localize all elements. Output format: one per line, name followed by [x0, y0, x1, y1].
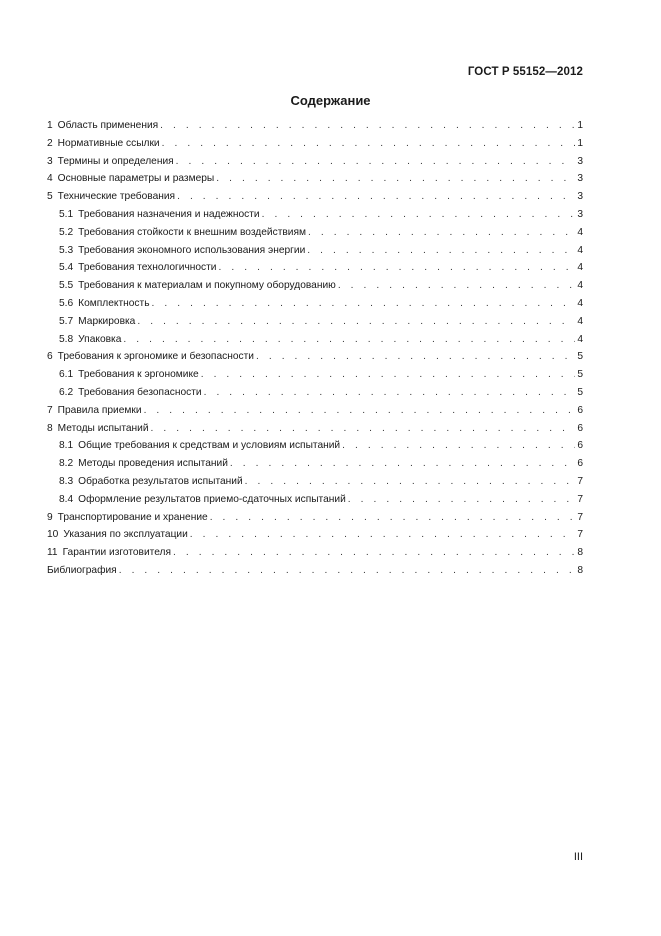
toc-entry-page: 4 — [577, 262, 583, 274]
toc-entry-heading — [59, 369, 199, 380]
toc-entry[interactable] — [47, 156, 583, 174]
toc-entry-page: 4 — [577, 244, 583, 256]
dot-leader — [137, 316, 575, 327]
toc-entry-page: 6 — [577, 458, 583, 470]
toc-entry-number: 6.2 — [59, 386, 74, 398]
dot-leader — [219, 262, 575, 273]
toc-entry[interactable] — [47, 227, 583, 245]
toc-entry[interactable] — [47, 280, 583, 298]
toc-entry-label: Библиография — [47, 564, 117, 576]
toc-entry-number: 5.5 — [59, 280, 74, 292]
toc-entry-page: 4 — [577, 226, 583, 238]
toc-entry-label: Методы испытаний — [57, 422, 149, 434]
toc-entry-label: Методы проведения испытаний — [78, 458, 228, 470]
dot-leader — [307, 245, 575, 256]
toc-entry-number: 8.3 — [59, 475, 74, 487]
toc-entry[interactable] — [47, 512, 583, 530]
toc-entry-label: Обработка результатов испытаний — [78, 475, 243, 487]
toc-entry-label: Транспортирование и хранение — [57, 511, 208, 523]
toc-entry-label: Основные параметры и размеры — [57, 173, 215, 185]
toc-entry-page: 3 — [577, 173, 583, 185]
dot-leader — [210, 512, 575, 523]
toc-entry-number: 5.1 — [59, 208, 74, 220]
toc-entry[interactable] — [47, 298, 583, 316]
dot-leader — [256, 351, 575, 362]
toc-entry-page: 7 — [577, 493, 583, 505]
toc-entry-label: Комплектность — [78, 297, 150, 309]
toc-entry-page: 6 — [577, 422, 583, 434]
toc-entry-heading — [59, 298, 150, 309]
toc-entry-label: Требования к материалам и покупному оборудованию — [78, 280, 336, 292]
toc-entry-label: Общие требования к средствам и условиям испытаний — [78, 440, 341, 452]
toc-entry-number: 1 — [47, 120, 53, 131]
standard-code: ГОСТ Р 55152—2012 — [467, 66, 583, 78]
toc-entry-heading — [59, 227, 306, 238]
toc-entry-number: 8.1 — [59, 440, 74, 452]
toc-entry-label: Требования к эргономике и безопасности — [57, 351, 254, 363]
toc-entry[interactable] — [47, 440, 583, 458]
toc-entry-heading — [47, 405, 142, 416]
toc-entry-heading — [47, 423, 149, 434]
toc-entry-heading — [47, 138, 160, 149]
toc-entry[interactable] — [47, 405, 583, 423]
toc-entry-page: 1 — [577, 120, 583, 131]
toc-entry-heading — [47, 565, 117, 576]
toc-entry-label: Требования технологичности — [78, 262, 217, 274]
dot-leader — [152, 298, 576, 309]
toc-entry-number: 5 — [47, 191, 53, 203]
dot-leader — [176, 156, 575, 167]
toc-entry[interactable] — [47, 191, 583, 209]
toc-entry-number: 2 — [47, 137, 53, 149]
toc-entry-label: Требования стойкости к внешним воздействиям — [78, 226, 306, 238]
dot-leader — [338, 280, 575, 291]
toc-entry[interactable] — [47, 209, 583, 227]
toc-entry-number: 6 — [47, 351, 53, 363]
toc-entry-number: 8.2 — [59, 458, 74, 470]
toc-entry-page: 7 — [577, 511, 583, 523]
toc-entry-label: Требования экономного использования энергии — [78, 244, 306, 256]
toc-entry[interactable] — [47, 423, 583, 441]
toc-entry-label: Правила приемки — [57, 404, 142, 416]
toc-entry-number: 9 — [47, 511, 53, 523]
toc-entry-number: 5.7 — [59, 315, 74, 327]
toc-entry-page: 3 — [577, 208, 583, 220]
toc-entry-heading — [47, 351, 254, 362]
dot-leader — [308, 227, 575, 238]
toc-entry-label: Требования безопасности — [78, 386, 202, 398]
toc-entry-page: 3 — [577, 191, 583, 203]
toc-entry-label: Нормативные ссылки — [57, 137, 160, 149]
toc-entry-heading — [59, 440, 340, 451]
toc-entry-heading — [47, 120, 158, 131]
toc-entry-page: 7 — [577, 475, 583, 487]
toc-entry-heading — [47, 173, 214, 184]
toc-entry-heading — [59, 316, 135, 327]
toc-entry-label: Маркировка — [78, 315, 136, 327]
dot-leader — [342, 440, 575, 451]
dot-leader — [173, 547, 575, 558]
toc-entry[interactable] — [47, 565, 583, 583]
toc-entry-number: 7 — [47, 404, 53, 416]
toc-entry-heading — [59, 245, 305, 256]
toc-entry[interactable] — [47, 529, 583, 547]
toc-entry-heading — [59, 476, 243, 487]
dot-leader — [119, 565, 575, 576]
toc-entry-number: 11 — [47, 547, 58, 559]
dot-leader — [190, 529, 575, 540]
toc-entry-number: 6.1 — [59, 369, 74, 381]
toc-entry-page: 5 — [577, 386, 583, 398]
dot-leader — [162, 138, 575, 149]
dot-leader — [348, 494, 575, 505]
toc-entry-label: Гарантии изготовителя — [62, 547, 171, 559]
toc-entry-heading — [47, 512, 208, 523]
toc-entry[interactable] — [47, 494, 583, 512]
toc-entry-number: 8 — [47, 422, 53, 434]
dot-leader — [151, 423, 575, 434]
toc-entry[interactable] — [47, 458, 583, 476]
toc-entry-page: 7 — [577, 529, 583, 541]
toc-entry[interactable] — [47, 369, 583, 387]
toc-entry-number: 4 — [47, 173, 53, 185]
toc-entry[interactable] — [47, 120, 583, 138]
toc-entry-number: 5.2 — [59, 226, 74, 238]
toc-entry-page: 6 — [577, 404, 583, 416]
toc-entry-page: 4 — [577, 280, 583, 292]
dot-leader — [216, 173, 575, 184]
toc-entry[interactable] — [47, 351, 583, 369]
dot-leader — [177, 191, 575, 202]
toc-entry-page: 4 — [577, 315, 583, 327]
dot-leader — [144, 405, 575, 416]
toc-entry-heading — [59, 209, 260, 220]
toc-entry-label: Область применения — [57, 120, 159, 131]
dot-leader — [230, 458, 575, 469]
page-number: III — [573, 851, 583, 863]
toc-entry-page: 5 — [577, 351, 583, 363]
toc-entry-label: Требования к эргономике — [78, 369, 199, 381]
toc-entry-number: 5.6 — [59, 297, 74, 309]
toc-entry[interactable] — [47, 316, 583, 334]
toc-entry[interactable] — [47, 138, 583, 156]
toc-entry[interactable] — [47, 547, 583, 565]
toc-entry[interactable] — [47, 334, 583, 352]
toc-entry-page: 4 — [577, 333, 583, 345]
dot-leader — [123, 334, 575, 345]
dot-leader — [204, 387, 575, 398]
toc-entry-page: 8 — [577, 564, 583, 576]
toc-entry-page: 1 — [577, 137, 583, 149]
toc-entry-page: 6 — [577, 440, 583, 452]
toc-entry-page: 5 — [577, 369, 583, 381]
toc-entry-label: Термины и определения — [57, 155, 174, 167]
toc-entry-number: 10 — [47, 529, 59, 541]
toc-entry[interactable] — [47, 173, 583, 191]
toc-entry-label: Оформление результатов приемо-сдаточных испытаний — [78, 493, 346, 505]
toc-entry-heading — [47, 156, 174, 167]
toc-entry-label: Требования назначения и надежности — [78, 208, 260, 220]
toc-entry-heading — [59, 280, 336, 291]
toc-title: Содержание — [290, 93, 371, 108]
dot-leader — [201, 369, 575, 380]
toc-entry-label: Упаковка — [78, 333, 122, 345]
toc-entry-heading — [47, 547, 171, 558]
toc-entry-number: 3 — [47, 155, 53, 167]
toc-entry-label: Указания по эксплуатации — [63, 529, 188, 541]
toc-entry-heading — [47, 191, 175, 202]
toc-entry-heading — [47, 529, 188, 540]
toc-entry[interactable] — [47, 262, 583, 280]
toc-entry[interactable] — [47, 245, 583, 263]
toc-entry-number: 5.4 — [59, 262, 74, 274]
toc-entry[interactable] — [47, 387, 583, 405]
toc-entry-number: 5.3 — [59, 244, 74, 256]
toc-entry-page: 3 — [577, 155, 583, 167]
toc-entry-heading — [59, 494, 346, 505]
toc-entry-number: 8.4 — [59, 493, 74, 505]
toc-entry-label: Технические требования — [57, 191, 176, 203]
toc-entry-page: 8 — [577, 547, 583, 559]
toc-entry-heading — [59, 387, 202, 398]
dot-leader — [262, 209, 575, 220]
toc-entry-heading — [59, 458, 228, 469]
toc-entry-number: 5.8 — [59, 333, 74, 345]
dot-leader — [160, 120, 575, 131]
toc-entry-heading — [59, 334, 121, 345]
dot-leader — [245, 476, 575, 487]
toc-entry-page: 4 — [577, 297, 583, 309]
toc-entry[interactable] — [47, 476, 583, 494]
table-of-contents — [47, 120, 583, 583]
toc-entry-heading — [59, 262, 217, 273]
